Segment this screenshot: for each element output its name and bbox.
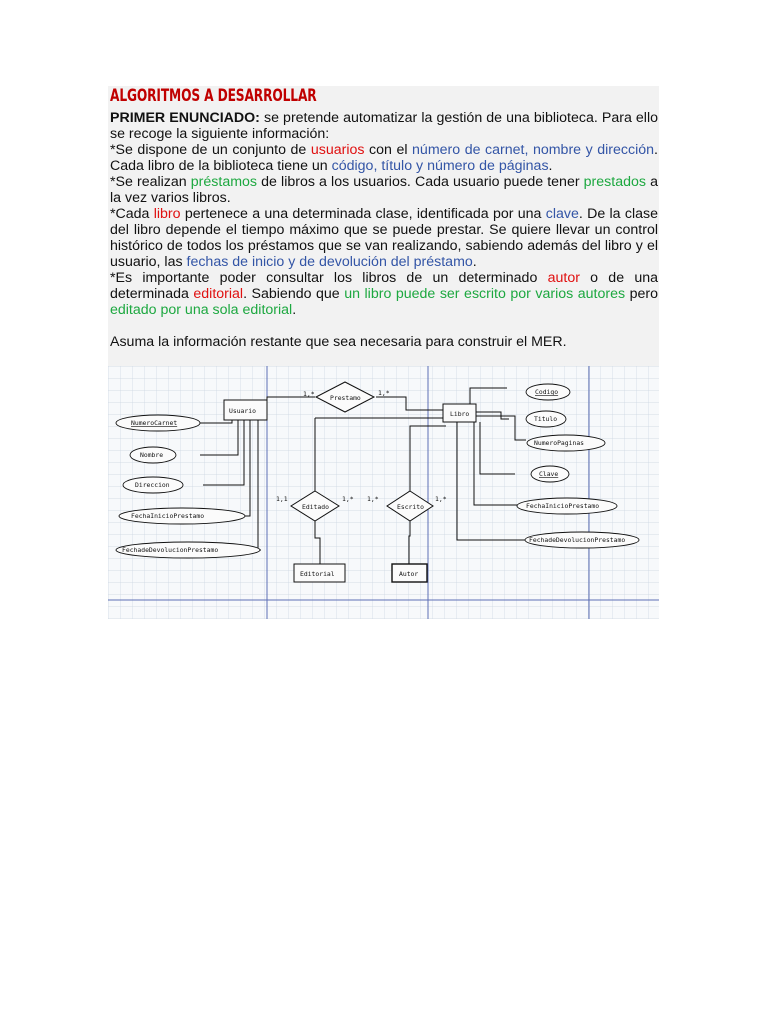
attribute-numero-carnet (116, 415, 200, 431)
svg-text:Prestamo: Prestamo (330, 394, 361, 402)
paragraph-closing: Asuma la información restante que sea necesaria para construir el MER. (110, 334, 567, 350)
er-diagram (108, 366, 659, 619)
cardinality-prestamo-right: 1,* (378, 389, 390, 397)
keyword-libro: libro (153, 206, 181, 222)
paragraph-intro: PRIMER ENUNCIADO: se pretende automatizar la gestión de una biblioteca. Para ello se recoge la siguiente información: (110, 110, 659, 142)
svg-text:FechaInicioPrestamo: FechaInicioPrestamo (526, 502, 600, 510)
svg-text:Codigo: Codigo (535, 388, 559, 396)
svg-text:Clave: Clave (539, 470, 559, 478)
svg-text:FechadeDevolucionPrestamo: FechadeDevolucionPrestamo (529, 536, 626, 544)
entity-usuario (224, 400, 267, 420)
entity-autor (392, 564, 427, 582)
statement-label: PRIMER ENUNCIADO: (110, 110, 260, 126)
keyword-usuario-attrs: número de carnet, nombre y dirección (412, 142, 655, 158)
keyword-editorial: editorial (193, 286, 244, 302)
svg-text:FechadeDevolucionPrestamo: FechadeDevolucionPrestamo (122, 546, 219, 554)
keyword-prestamos: préstamos (190, 174, 258, 190)
cardinality-editado-left: 1,1 (276, 495, 288, 503)
entity-editorial (294, 564, 345, 582)
keyword-libro-attrs: código, título y número de páginas (331, 158, 549, 174)
paragraph-usuarios: *Se dispone de un conjunto de usuarios con el número de carnet, nombre y dirección. Cada libro de la biblioteca tiene un código, título y número de páginas. (110, 142, 658, 174)
cardinality-editado-right: 1,* (342, 495, 354, 503)
paragraph-prestamos: *Se realizan préstamos de libros a los usuarios. Cada usuario puede tener prestados a la vez varios libros. (110, 174, 658, 206)
svg-text:FechaInicioPrestamo: FechaInicioPrestamo (131, 512, 205, 520)
keyword-sola-editorial: editado por una sola editorial (110, 302, 293, 318)
attribute-fecha-devolucion-libro (525, 532, 639, 548)
keyword-autor: autor (547, 270, 580, 286)
attribute-nombre (130, 447, 176, 463)
keyword-fechas: fechas de inicio y de devolución del préstamo (186, 254, 473, 270)
cardinality-prestamo-left: 1,* (303, 390, 315, 398)
svg-text:Escrito: Escrito (397, 503, 424, 511)
keyword-prestados: prestados (583, 174, 646, 190)
attribute-fecha-inicio-usuario (119, 508, 245, 524)
svg-text:NumeroPaginas: NumeroPaginas (534, 439, 585, 447)
diagram-grid (108, 366, 659, 619)
entity-libro (443, 404, 476, 422)
paragraph-autor: *Es importante poder consultar los libros de un determinado autor o de una determinada editorial. Sabiendo que un libro puede ser escrito por varios autores pero editado por una sola editorial. (110, 270, 658, 318)
svg-text:Autor: Autor (399, 570, 419, 578)
svg-text:Editado: Editado (302, 503, 329, 511)
attribute-clave (531, 466, 569, 482)
svg-text:Usuario: Usuario (229, 407, 256, 415)
attribute-fecha-inicio-libro (517, 498, 617, 514)
attribute-codigo (526, 384, 570, 400)
attribute-fecha-devolucion-usuario (116, 542, 260, 558)
keyword-clave: clave (545, 206, 579, 222)
svg-text:NumeroCarnet: NumeroCarnet (131, 419, 178, 427)
svg-text:Direccion: Direccion (135, 481, 170, 489)
svg-text:Titulo: Titulo (534, 415, 558, 423)
cardinality-escrito-left: 1,* (367, 495, 379, 503)
svg-text:Libro: Libro (450, 410, 470, 418)
cardinality-escrito-right: 1,* (435, 495, 447, 503)
page-title: ALGORITMOS A DESARROLLAR (110, 86, 317, 106)
keyword-varios-autores: un libro puede ser escrito por varios autores (344, 286, 626, 302)
attribute-direccion (123, 477, 183, 493)
attribute-titulo (526, 411, 566, 427)
keyword-usuarios: usuarios (310, 142, 365, 158)
svg-text:Editorial: Editorial (300, 570, 335, 578)
svg-text:Nombre: Nombre (140, 451, 164, 459)
paragraph-clase: *Cada libro pertenece a una determinada clase, identificada por una clave. De la clase del libro depende el tiempo máximo que se puede prestar. Se quiere llevar un control histórico de todos los préstamos que se van realizando, sabiendo además del libro y el usuario, las fechas de inicio y de devolución del préstamo. (110, 206, 658, 270)
statement-text (110, 110, 658, 350)
attribute-numero-paginas (527, 435, 605, 451)
